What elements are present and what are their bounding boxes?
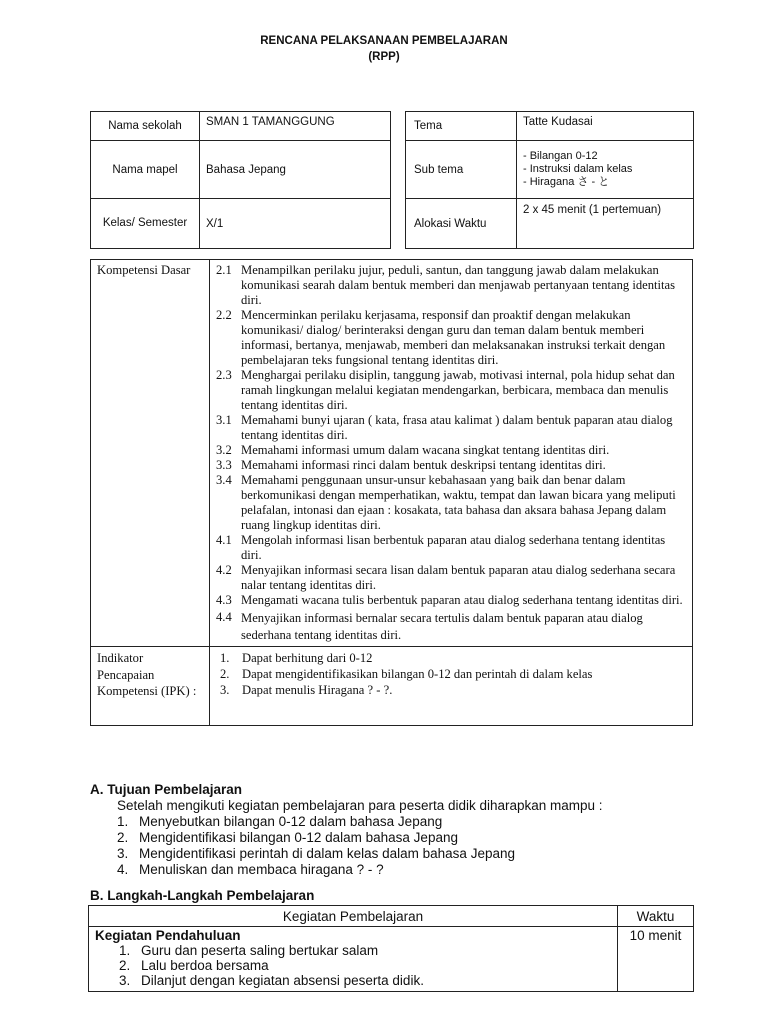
competency-text: Memahami informasi umum dalam wacana singkat tentang identitas diri.	[241, 443, 610, 457]
school-value: SMAN 1 TAMANGGUNG	[200, 112, 391, 141]
indicator-number: 2.	[220, 667, 230, 681]
subtheme-item: - Bilangan 0-12	[523, 150, 598, 162]
objective-number: 1.	[117, 814, 129, 829]
competency-item	[216, 593, 688, 608]
competency-number: 3.3	[216, 458, 232, 472]
step-number: 3.	[119, 973, 131, 988]
step-text: Guru dan peserta saling bertukar salam	[141, 943, 379, 958]
activity-step	[95, 973, 611, 988]
objective-text: Menyebutkan bilangan 0-12 dalam bahasa Jepang	[139, 814, 443, 829]
competency-table	[90, 259, 693, 726]
competency-text: Mencerminkan perilaku kerjasama, responsif dan proaktif dengan melakukan komunikasi/ dialog/ berinteraksi dengan guru dan teman dalam bentuk memberi informasi, bertanya, menjawab, memberi dan melaksanakan instruksi terkait dengan pembelajaran teks fungsional tentang identitas diri.	[241, 308, 666, 367]
learning-objectives-section	[90, 782, 700, 878]
subtheme-label: Sub tema	[406, 141, 517, 199]
time-column-header: Waktu	[618, 906, 694, 927]
activity-step	[95, 943, 611, 958]
learning-steps-table	[88, 905, 694, 992]
theme-info-table	[405, 111, 694, 249]
competency-number: 3.4	[216, 473, 232, 487]
competency-number: 4.2	[216, 563, 232, 577]
competency-item	[216, 533, 688, 563]
step-number: 2.	[119, 958, 131, 973]
time-allocation-value: 2 x 45 menit (1 pertemuan)	[517, 199, 694, 249]
competency-number: 2.1	[216, 263, 232, 277]
objectives-intro: Setelah mengikuti kegiatan pembelajaran para peserta didik diharapkan mampu :	[117, 798, 603, 813]
step-number: 1.	[119, 943, 131, 958]
subtheme-list	[517, 141, 694, 199]
indicator-list	[210, 647, 693, 726]
competency-text: Memahami penggunaan unsur-unsur kebahasaan yang baik dan benar dalam berkomunikasi dengan memperhatikan, waktu, tempat dan lawan bicara yang meliputi pelafalan, intonasi dan ejaan : kosakata, tata bahasa dan aksara bahasa Jepang dalam ruang lingkup identitas diri.	[241, 473, 676, 532]
competency-number: 3.2	[216, 443, 232, 457]
objectives-heading: A. Tujuan Pembelajaran	[90, 782, 243, 797]
school-label: Nama sekolah	[91, 112, 200, 141]
activity-section-title: Kegiatan Pendahuluan	[95, 928, 241, 943]
competency-item	[216, 473, 688, 533]
competency-text: Mengolah informasi lisan berbentuk paparan atau dialog sederhana tentang identitas diri.	[241, 533, 666, 562]
competency-number: 2.2	[216, 308, 232, 322]
time-cell	[618, 927, 694, 992]
subtheme-item: - Hiragana さ - と	[523, 176, 610, 188]
competency-item	[216, 610, 688, 644]
step-text: Lalu berdoa bersama	[141, 958, 269, 973]
indicator-item	[216, 666, 688, 682]
competency-list	[210, 260, 693, 647]
objective-item	[90, 830, 700, 846]
competency-number: 4.4	[216, 610, 232, 624]
objective-item	[90, 846, 700, 862]
competency-number: 3.1	[216, 413, 232, 427]
indicator-item	[216, 682, 688, 698]
indicator-item	[216, 650, 688, 666]
theme-label: Tema	[406, 112, 517, 141]
activity-column-header: Kegiatan Pembelajaran	[89, 906, 618, 927]
competency-item	[216, 458, 688, 473]
competency-text: Menyajikan informasi secara lisan dalam bentuk paparan atau dialog sederhana secara nalar tentang identitas diri.	[241, 563, 676, 592]
theme-value: Tatte Kudasai	[517, 112, 694, 141]
competency-item	[216, 368, 688, 413]
competency-text: Menyajikan informasi bernalar secara tertulis dalam bentuk paparan atau dialog sederhana tentang identitas diri.	[241, 611, 643, 642]
document-title	[0, 33, 768, 65]
objective-number: 3.	[117, 846, 129, 861]
competency-item	[216, 563, 688, 593]
objective-item	[90, 862, 700, 878]
competency-text: Memahami informasi rinci dalam bentuk deskripsi tentang identitas diri.	[241, 458, 606, 472]
competency-label: Kompetensi Dasar	[91, 260, 210, 647]
activity-step	[95, 958, 611, 973]
title-line-1: RENCANA PELAKSANAAN PEMBELAJARAN	[260, 35, 508, 47]
competency-text: Memahami bunyi ujaran ( kata, frasa atau kalimat ) dalam bentuk paparan atau dialog tentang identitas diri.	[241, 413, 673, 442]
activity-cell	[89, 927, 618, 992]
competency-number: 2.3	[216, 368, 232, 382]
step-text: Dilanjut dengan kegiatan absensi peserta didik.	[141, 973, 424, 988]
indicator-text: Dapat mengidentifikasikan bilangan 0-12 dan perintah di dalam kelas	[242, 667, 593, 681]
indicator-number: 3.	[220, 683, 230, 697]
competency-text: Menghargai perilaku disiplin, tanggung jawab, motivasi internal, pola hidup sehat dan ramah lingkungan melalui kegiatan mendengarkan, berbicara, membaca dan menulis tentang identitas diri.	[241, 368, 675, 412]
objective-text: Mengidentifikasi bilangan 0-12 dalam bahasa Jepang	[139, 830, 458, 845]
competency-number: 4.1	[216, 533, 232, 547]
competency-item	[216, 263, 688, 308]
objective-number: 2.	[117, 830, 129, 845]
competency-item	[216, 413, 688, 443]
indicator-number: 1.	[220, 651, 230, 665]
class-label: Kelas/ Semester	[91, 199, 200, 249]
indicator-text: Dapat berhitung dari 0-12	[242, 651, 373, 665]
time-value: 10 menit	[629, 928, 682, 943]
subtheme-item: - Instruksi dalam kelas	[523, 163, 633, 175]
competency-item	[216, 308, 688, 368]
competency-text: Menampilkan perilaku jujur, peduli, santun, dan tanggung jawab dalam melakukan komunikasi searah dalam bentuk memberi dan menjawab pertanyaan tentang identitas diri.	[241, 263, 675, 307]
class-value: X/1	[200, 199, 391, 249]
time-allocation-label: Alokasi Waktu	[406, 199, 517, 249]
subject-value: Bahasa Jepang	[200, 141, 391, 199]
objective-number: 4.	[117, 862, 129, 877]
subject-label: Nama mapel	[91, 141, 200, 199]
school-info-table	[90, 111, 391, 249]
objective-item	[90, 814, 700, 830]
indicator-text: Dapat menulis Hiragana ? - ?.	[242, 683, 393, 697]
competency-text: Mengamati wacana tulis berbentuk paparan atau dialog sederhana tentang identitas diri.	[241, 593, 683, 607]
title-line-2: (RPP)	[368, 51, 400, 63]
objective-text: Menuliskan dan membaca hiragana ? - ?	[139, 862, 384, 877]
competency-item	[216, 443, 688, 458]
indicator-label: Indikator Pencapaian Kompetensi (IPK) :	[91, 647, 210, 726]
competency-number: 4.3	[216, 593, 232, 607]
learning-steps-heading: B. Langkah-Langkah Pembelajaran	[90, 888, 315, 903]
objective-text: Mengidentifikasi perintah di dalam kelas dalam bahasa Jepang	[139, 846, 515, 861]
